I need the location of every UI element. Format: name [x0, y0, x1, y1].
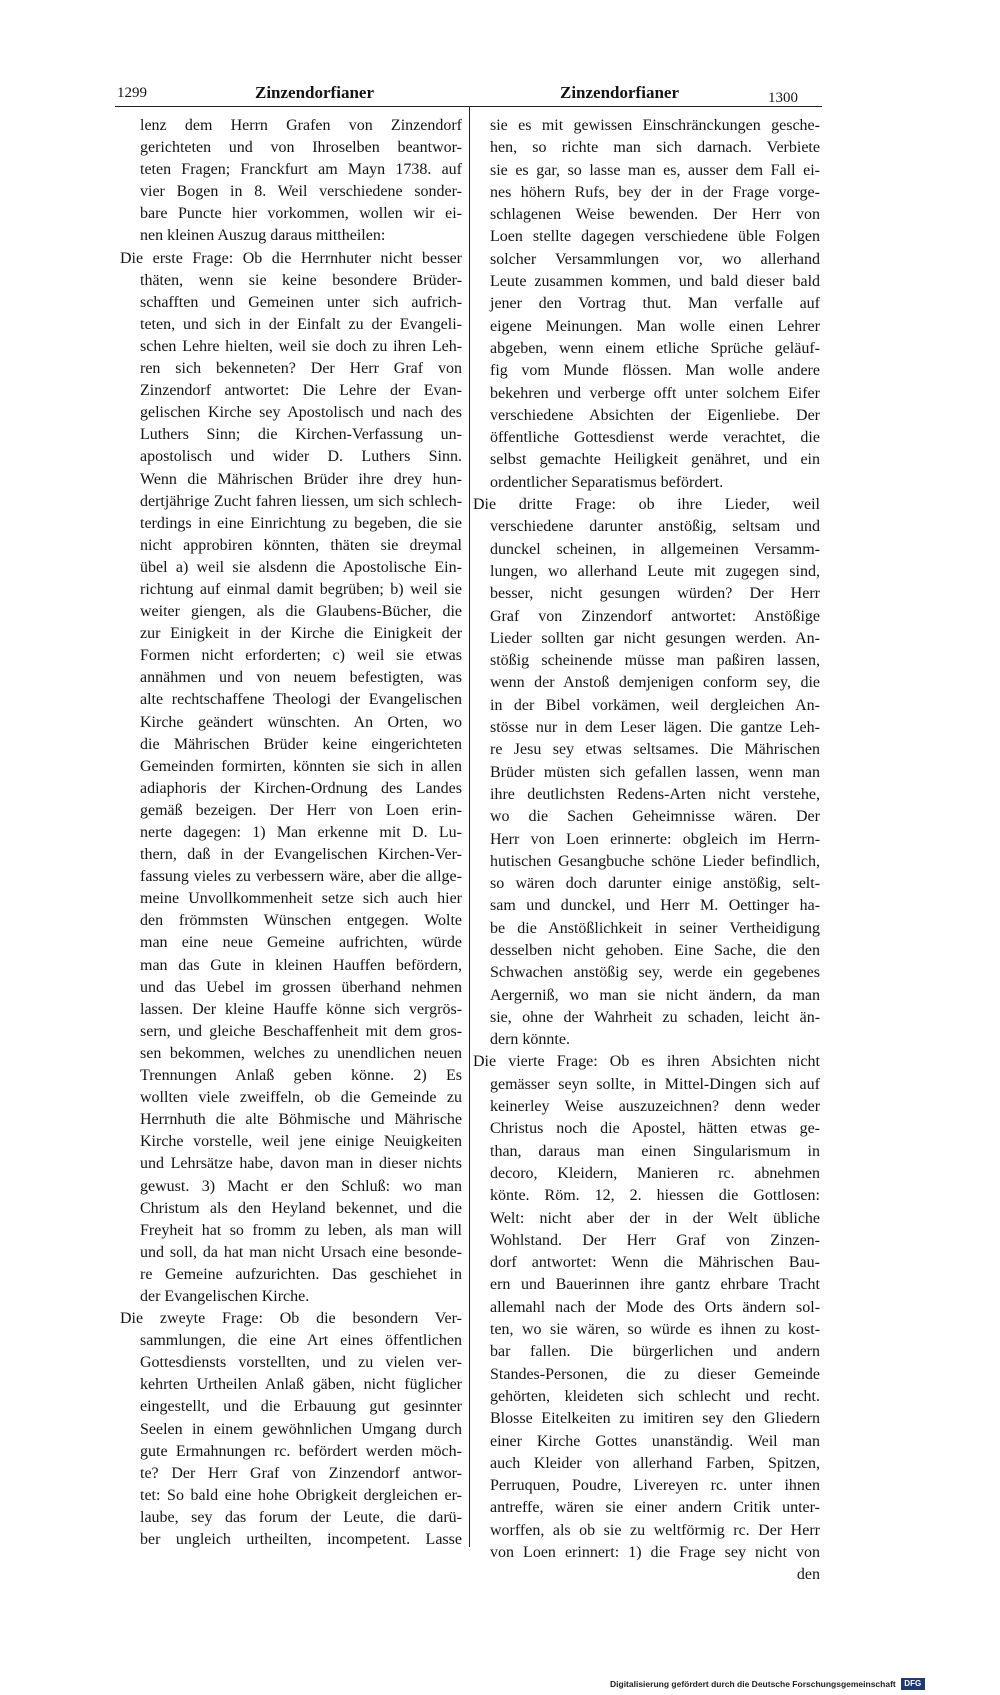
question-heading-line: Die vierte Frage: Ob es ihren Absichten nicht	[473, 1053, 820, 1071]
left-text-line: dertjährige Zucht fahren liessen, um sich schlech-	[140, 492, 463, 510]
left-text-line: die Mährischen Brüder keine eingerichteten	[140, 735, 462, 753]
left-text-line: meine Unvollkommenheit setze sich auch hier	[140, 890, 463, 908]
left-text-line: schafften und Gemeinen unter sich aufrich-	[140, 293, 463, 311]
left-text-line: Kirche vorstelle, weil jene einige Neuigkeiten	[140, 1133, 463, 1151]
right-text-line: ten, wo sie wären, so würde es ihnen zu kost-	[490, 1321, 821, 1339]
left-text-line: adiaphoris der Kirchen-Ordnung des Landes	[140, 779, 462, 797]
right-text-line: decoro, Kleidern, Manieren rc. abnehmen	[490, 1164, 820, 1182]
left-text-line: te? Der Herr Graf von Zinzendorf antwor-	[140, 1464, 462, 1482]
left-text-line: re Gemeine aufzurichten. Das geschiehet in	[140, 1265, 462, 1283]
left-text-line: und soll, da hat man nicht Ursach eine besonde-	[140, 1243, 462, 1261]
left-text-line: nerte dagegen: 1) Man erkenne mit D. Lu-	[140, 824, 462, 841]
left-text-line: gute Ermahnungen rc. befördert werden möch-	[140, 1442, 462, 1460]
right-text-line: könte. Röm. 12, 2. hiessen die Gottlosen:	[490, 1187, 820, 1205]
left-text-line: ren sich bekenneten? Der Herr Graf von	[140, 360, 462, 378]
right-text-line: auch Kleider von allerhand Farben, Spitzen,	[490, 1454, 820, 1472]
left-text-line: nen kleinen Auszug daraus mittheilen:	[140, 227, 386, 245]
left-text-line: Formen nicht erforderten; c) weil sie etwas	[140, 647, 463, 665]
right-text-line: Leute zusammen kommen, und bald dieser bald	[490, 273, 821, 291]
left-text-line: Gottesdiensts vorstellten, und zu vielen ver-	[140, 1354, 462, 1372]
right-text-line: Lieder sollten gar nicht gesungen werden. An-	[490, 629, 821, 647]
right-text-line: stößig scheinende müsse man paßiren lassen,	[490, 652, 820, 670]
left-text-line: wollten viele zweiffeln, ob die Gemeinde zu	[140, 1089, 463, 1107]
catchword: den	[796, 1566, 820, 1584]
question-heading-line: Die zweyte Frage: Ob die besondern Ver-	[120, 1310, 462, 1328]
right-text-line: sie es mit gewissen Einschränckungen gesche-	[490, 117, 820, 134]
left-text-line: bare Puncte hier vorkommen, wollen wir ei-	[140, 205, 462, 223]
right-text-line: gemässer seyn sollte, in Mittel-Dingen sich auf	[490, 1075, 820, 1093]
left-text-line: vier Bogen in 8. Weil verschiedene sonder-	[140, 183, 462, 201]
right-text-line: eigene Meinungen. Man wolle einen Lehrer	[490, 317, 820, 335]
left-text-line: lassen. Der kleine Hauffe könne sich vergrös-	[140, 1000, 463, 1018]
left-text-line: schen Lehre hielten, weil sie doch zu ihren Leh-	[140, 337, 463, 355]
left-text-line: sen bekommen, welches zu unendlichen neuen	[140, 1044, 463, 1062]
left-text-line: laube, sey das forum der Leute, die darü-	[140, 1508, 462, 1526]
right-text-line: Wohlstand. Der Herr Graf von Zinzen-	[490, 1231, 820, 1249]
right-text-line: sam und dunckel, und Herr M. Oettinger ha-	[490, 897, 821, 915]
right-page-number: 1300	[768, 90, 798, 106]
right-text-line: wo die Sachen Geheimnisse wären. Der	[490, 808, 820, 826]
right-text-line: selbst gemachte Heiligkeit genähret, und ein	[490, 451, 821, 469]
left-text-line: Gemeinden formirten, könnten sie sich in allen	[140, 757, 462, 775]
left-column	[120, 115, 462, 1551]
left-running-title: Zinzendorfianer	[255, 83, 374, 102]
right-text-line: stösse nur in dem Leser lägen. Die gantze Leh-	[490, 719, 820, 737]
left-text-line: Luthers Sinn; die Kirchen-Verfassung un-	[140, 426, 463, 444]
dfg-logo: DFG	[901, 1678, 925, 1690]
left-text-line: man das Gute in kleinen Hauffen befördern,	[140, 956, 463, 974]
right-text-line: dunckel scheinen, in allgemeinen Versamm-	[490, 540, 821, 558]
right-text-line: ordentlicher Separatismus befördert.	[490, 473, 724, 491]
right-text-line: Schwachen anstößig sey, werde ein gegebenes	[490, 964, 820, 982]
right-text-line: verschiedene Absichten der Eigenliebe. Der	[490, 406, 821, 424]
right-text-line: than, daraus man einen Singularismum in	[490, 1142, 820, 1160]
right-text-line: Perruquen, Poudre, Livereyen rc. unter ihnen	[490, 1477, 820, 1495]
right-text-line: lungen, wo allerhand Leute mit zugegen sind,	[490, 562, 820, 580]
right-text-line: keinerley Weise auszuzeichnen? denn weder	[490, 1098, 821, 1116]
left-text-line: Christum als den Heyland bekennet, und die	[140, 1199, 462, 1217]
left-text-line: terdings in eine Einrichtung zu begeben, die sie	[140, 514, 462, 532]
right-text-line: fig vom Munde flössen. Man wolle andere	[490, 362, 820, 380]
right-text-line: hutischen Gesangbuche schöne Lieder befindlich,	[490, 852, 820, 870]
left-text-line: sammlungen, die eine Art eines öffentlichen	[140, 1332, 462, 1350]
left-text-line: richtung auf einmal damit begrüben; b) weil sie	[140, 580, 462, 598]
left-text-line: ber ungleich urtheilten, incompetent. Lasse	[140, 1531, 462, 1548]
right-text-line: so wären doch darunter einige anstößig, selt-	[490, 875, 821, 893]
left-text-line: zur Einigkeit in der Kirche die Einigkeit der	[140, 625, 463, 643]
left-text-line: thern, daß in der Evangelischen Kirchen-Ver-	[140, 846, 462, 864]
left-text-line: eingestellt, und die Erbauung gut gesinnter	[140, 1398, 463, 1416]
right-text-line: hen, so richte man sich darnach. Verbiete	[490, 139, 820, 157]
left-text-line: nicht approbiren könnten, thäten sie dreymal	[140, 536, 462, 554]
left-text-line: den frömmsten Wünschen entgegen. Wolte	[140, 912, 463, 930]
left-text-line: gemäß bezeigen. Der Herr von Loen erin-	[140, 801, 462, 819]
left-text-line: Wenn die Mährischen Brüder ihre drey hun-	[140, 470, 463, 488]
left-text-line: teten Fragen; Franckfurt am Mayn 1738. auf	[140, 161, 463, 179]
right-text-line: worffen, als ob sie zu weltförmig rc. Der Herr	[490, 1521, 820, 1539]
left-text-line: sern, und gleiche Beschaffenheit mit dem gros-	[140, 1022, 463, 1040]
right-text-line: Blosse Eitelkeiten zu imitiren sey den Gliedern	[490, 1410, 820, 1428]
left-text-line: man eine neue Gemeine aufrichten, würde	[140, 934, 462, 952]
left-page-number: 1299	[117, 85, 147, 101]
right-text-line: öffentliche Gottesdienst werde verachtet, die	[490, 429, 820, 447]
right-text-line: re Jesu sey etwas seltsames. Die Mährischen	[490, 741, 820, 759]
left-text-line: Zinzendorf antwortet: Die Lehre der Evan-	[140, 382, 462, 400]
right-text-line: schlagenen Weise bewenden. Der Herr von	[490, 206, 820, 224]
right-text-line: ihre deutlichsten Redens-Arten nicht verstehe,	[490, 785, 820, 803]
question-heading-line: Die dritte Frage: ob ihre Lieder, weil	[473, 496, 820, 514]
left-text-line: übel a) weil sie alsdenn die Apostolische Ein-	[140, 558, 462, 576]
right-text-line: antreffe, wären sie einer andern Critik unter-	[490, 1499, 820, 1517]
right-column	[473, 115, 820, 1587]
right-text-line: Brüder müsten sich gefallen lassen, wenn man	[490, 763, 821, 781]
left-text-line: tet: So bald eine hohe Obrigkeit dergleichen er-	[140, 1486, 462, 1504]
right-text-line: ern und Bauerinnen ihre gantz ehrbare Tracht	[490, 1276, 820, 1294]
left-text-line: und Lehrsätze habe, davon man in dieser nichts	[140, 1155, 462, 1173]
right-text-line: abgeben, wenn einem etliche Sprüche geläuf-	[490, 339, 820, 357]
left-text-line: thäten, wenn sie keine besondere Brüder-	[140, 271, 463, 289]
right-text-line: solcher Versammlungen vor, wo allerhand	[490, 250, 821, 268]
right-text-line: Graf von Zinzendorf antwortet: Anstößige	[490, 607, 820, 625]
left-text-line: Kirche geändert wünschten. An Orten, wo	[140, 713, 462, 731]
right-text-line: gehörten, kleideten sich schlecht und recht.	[490, 1387, 820, 1405]
left-text-line: kehrten Urtheilen Anlaß gäben, nicht füglicher	[140, 1376, 463, 1394]
left-text-line: teten, und sich in der Einfalt zu der Evangeli-	[140, 315, 462, 333]
left-text-line: Herrnhuth die alte Böhmische und Mährische	[140, 1111, 463, 1129]
digitization-credit	[610, 1677, 925, 1690]
left-text-line: gewust. 3) Macht er den Schluß: wo man	[140, 1177, 462, 1195]
right-text-line: allemahl nach der Mode des Orts ändern sol-	[490, 1298, 821, 1316]
right-text-line: jener den Vortrag thut. Man verfalle auf	[490, 295, 821, 313]
right-text-line: bekehren und verberge offt unter solchem Eifer	[490, 384, 820, 402]
left-text-line: fassung vieles zu verbessern wäre, aber die allge-	[140, 868, 462, 886]
left-text-line: weiter giengen, als die Glaubens-Bücher, die	[140, 603, 463, 621]
left-text-line: lenz dem Herrn Grafen von Zinzendorf	[140, 117, 462, 134]
right-text-line: Christus noch die Apostel, hätten etwas ge-	[490, 1120, 820, 1138]
left-text-line: gerichteten und von Ihroselben beantwor-	[140, 139, 462, 157]
right-text-line: verschiedene darunter anstößig, seltsam und	[490, 518, 820, 536]
right-text-line: sie, ohne der Wahrheit zu schaden, leicht än-	[490, 1008, 821, 1026]
left-text-line: der Evangelischen Kirche.	[140, 1287, 310, 1305]
right-text-line: sie es gar, so lasse man es, ausser dem Fall ei-	[490, 161, 820, 179]
right-text-line: nes höhern Rufs, bey der in der Frage vorge-	[490, 183, 820, 201]
right-text-line: von Loen erinnert: 1) die Frage sey nicht von	[490, 1544, 821, 1561]
right-text-line: dern könnte.	[490, 1031, 570, 1049]
right-text-line: Herr von Loen erinnerte: obgleich im Herrn-	[490, 830, 821, 848]
question-heading-line: Die erste Frage: Ob die Herrnhuter nicht besser	[120, 249, 463, 267]
credit-text: Digitalisierung gefördert durch die Deutsche Forschungsgemeinschaft	[610, 1678, 896, 1689]
right-text-line: dorf antwortet: Wenn die Mährischen Bau-	[490, 1254, 820, 1272]
left-text-line: annähmen und von neuem befestigten, was	[140, 669, 462, 687]
left-text-line: Trennungen Anlaß geben könne. 2) Es	[140, 1067, 462, 1085]
right-text-line: Loen stellte dagegen verschiedene üble Folgen	[490, 228, 820, 246]
left-text-line: und das Uebel im grossen überhand nehmen	[140, 978, 463, 996]
right-text-line: desselben nicht gehoben. Eine Sache, die den	[490, 941, 820, 959]
left-text-line: Seelen in einem gewöhnlichen Umgang durch	[140, 1420, 463, 1438]
right-running-title: Zinzendorfianer	[560, 83, 679, 102]
right-text-line: besser, nicht gesungen würden? Der Herr	[490, 585, 820, 603]
right-text-line: be die Anstößlichkeit in seiner Vertheidigung	[490, 919, 820, 937]
right-text-line: in der Bibel vorkämen, weil dergleichen An-	[490, 696, 820, 714]
right-text-line: bar fallen. Die bürgerlichen und andern	[490, 1343, 820, 1361]
left-text-line: Freyheit hat so fromm zu leben, als man will	[140, 1221, 462, 1239]
right-text-line: Welt: nicht aber der in der Welt übliche	[490, 1209, 821, 1227]
left-text-line: alte rechtschaffene Theologi der Evangelischen	[140, 691, 462, 709]
right-text-line: wenn der Anstoß demjenigen conform sey, die	[490, 674, 820, 692]
column-divider	[469, 107, 470, 1547]
right-text-line: einer Kirche Gottes unanständig. Weil man	[490, 1432, 821, 1450]
right-text-line: Aergerniß, wo man sie nicht ändern, da man	[490, 986, 821, 1004]
left-text-line: gelischen Kirche sey Apostolisch und nach des	[140, 404, 462, 422]
right-text-line: Standes-Personen, die zu dieser Gemeinde	[490, 1365, 820, 1383]
left-text-line: apostolisch und wider D. Luthers Sinn.	[140, 448, 462, 466]
